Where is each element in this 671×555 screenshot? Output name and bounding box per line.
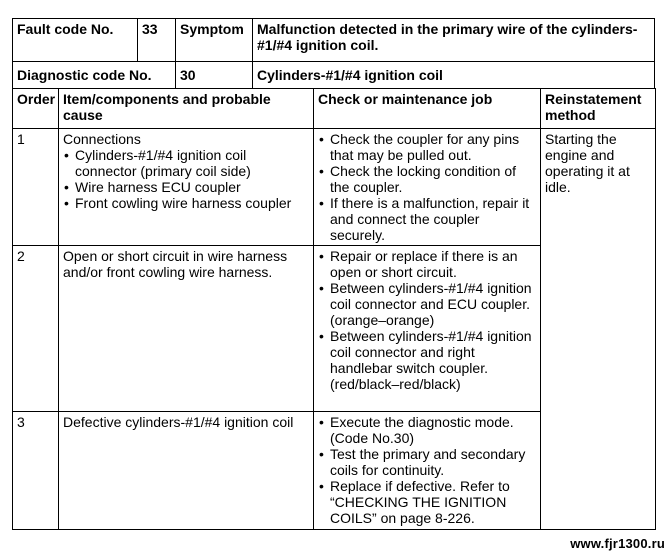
item-bullet-list (63, 147, 309, 211)
row-check (314, 412, 541, 530)
fault-code-value: 33 (137, 19, 175, 61)
check-list (318, 414, 536, 526)
reinstatement-cell: Starting the engine and operating it at idle. (541, 129, 656, 530)
list-item: • Between cylinders-#1/#4 ignition coil connector and ECU coupler. (orange–orange) (318, 280, 536, 328)
row-order: 3 (13, 412, 59, 530)
row-check (314, 129, 541, 246)
row-check (314, 246, 541, 412)
symptom-text: Malfunction detected in the primary wire of the cylinders-#1/#4 ignition coil. (252, 19, 654, 61)
check-list (318, 131, 536, 243)
list-item: • Front cowling wire harness coupler (63, 195, 309, 211)
row-item: Defective cylinders-#1/#4 ignition coil (59, 412, 314, 530)
row-order: 1 (13, 129, 59, 246)
list-item: • Replace if defective. Refer to “CHECKING THE IGNITION COILS” on page 8-226. (318, 478, 536, 526)
procedure-table (12, 88, 656, 530)
diagnostic-code-row (12, 62, 655, 89)
fault-code-label: Fault code No. (17, 21, 114, 37)
list-item: • If there is a malfunction, repair it and connect the coupler securely. (318, 195, 536, 243)
diagnostic-table (12, 18, 655, 530)
item-title: Connections (63, 131, 141, 147)
symptom-label: Symptom (175, 19, 252, 61)
diag-code-text: Cylinders-#1/#4 ignition coil (252, 62, 654, 88)
col-reinstate: Reinstatement method (541, 89, 656, 129)
row-order: 2 (13, 246, 59, 412)
diag-code-value: 30 (175, 62, 252, 88)
col-check: Check or maintenance job (314, 89, 541, 129)
row-item: Open or short circuit in wire harness and/or front cowling wire harness. (59, 246, 314, 412)
list-item: • Between cylinders-#1/#4 ignition coil connector and right handlebar switch coupler. (red/black–red/black) (318, 328, 536, 392)
row-item (59, 129, 314, 246)
col-item: Item/components and probable cause (59, 89, 314, 129)
list-item: • Wire harness ECU coupler (63, 179, 309, 195)
list-item: • Cylinders-#1/#4 ignition coil connector (primary coil side) (63, 147, 309, 179)
check-list (318, 248, 536, 392)
column-header-row (13, 89, 656, 129)
fault-code-row (12, 18, 655, 62)
diag-code-label: Diagnostic code No. (17, 67, 152, 83)
list-item: • Execute the diagnostic mode. (Code No.30) (318, 414, 536, 446)
site-watermark: www.fjr1300.ru (570, 536, 665, 551)
col-order: Order (13, 89, 59, 129)
list-item: • Test the primary and secondary coils for continuity. (318, 446, 536, 478)
table-row (13, 129, 656, 246)
list-item: • Check the coupler for any pins that may be pulled out. (318, 131, 536, 163)
list-item: • Repair or replace if there is an open or short circuit. (318, 248, 536, 280)
list-item: • Check the locking condition of the coupler. (318, 163, 536, 195)
